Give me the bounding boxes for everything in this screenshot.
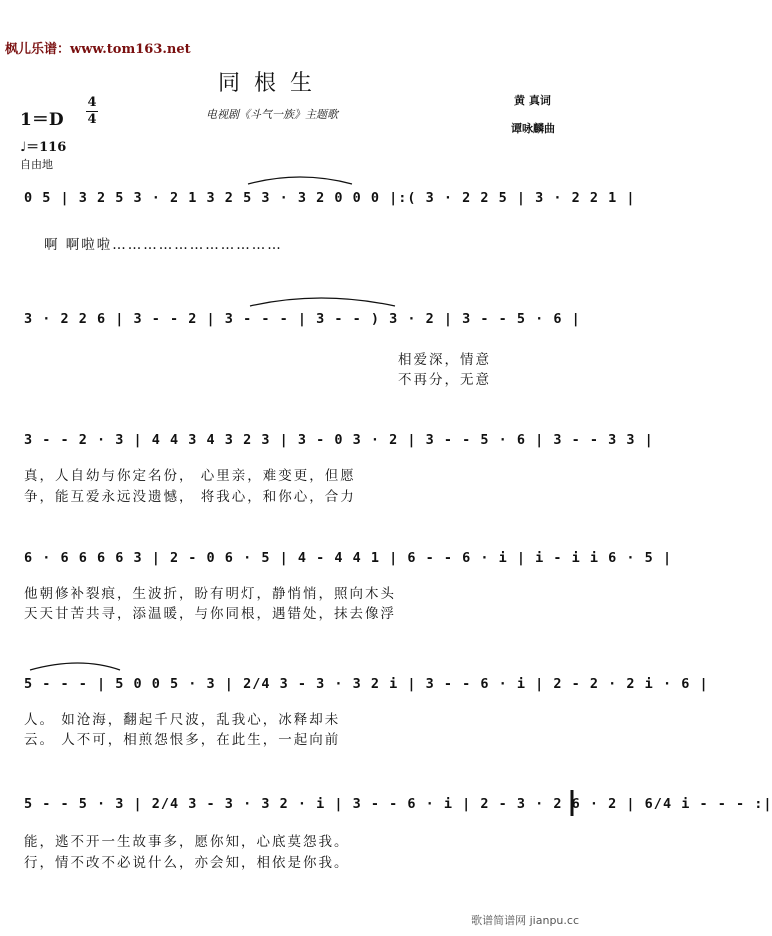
lyric-line-3-verse-2: 争，能互爱永远没遗憾， 将我心，和你心，合力 <box>24 489 356 505</box>
lyric-line-6-verse-1: 能，逃不开一生故事多，愿你知，心底莫怨我。 <box>24 834 350 850</box>
staff-line-6: 5 - - 5 · 3 | 2/4 3 - 3 · 3 2 · i | 3 - - 6 · i | 2 - 3 · 2 6 · 2 | 6/4 i - - - :| <box>24 796 772 812</box>
staff-line-1: 0 5 | 3 2 5 3 · 2 1 3 2 5 3 · 3 2 0 0 0 |:( 3 · 2 2 5 | 3 · 2 2 1 | <box>24 190 636 206</box>
lyricist-credit: 黄 真词 <box>514 94 551 107</box>
lyric-line-4-verse-2: 天天甘苦共寻，添温暖，与你同根，遇错处，抹去像浮 <box>24 606 396 622</box>
expression-marking: 自由地 <box>20 158 53 171</box>
slur-3 <box>30 663 120 670</box>
lyric-line-6-verse-2: 行，情不改不必说什么，亦会知，相依是你我。 <box>24 855 350 871</box>
staff-line-5: 5 - - - | 5 0 0 5 · 3 | 2/4 3 - 3 · 3 2 i | 3 - - 6 · i | 2 - 2 · 2 i · 6 | <box>24 676 709 692</box>
lyric-line-3-verse-1: 真，人自幼与你定名份， 心里亲，难变更，但愿 <box>24 468 356 484</box>
key-signature: 1＝D <box>20 110 64 130</box>
lyric-line-5-verse-2: 云。 人不可，相煎怨恨多，在此生，一起向前 <box>24 732 341 748</box>
lyric-line-5-verse-1: 人。 如沧海，翻起千尺波，乱我心，冰释却未 <box>24 712 341 728</box>
staff-line-4: 6 · 6 6 6 6 3 | 2 - 0 6 · 5 | 4 - 4 4 1 | 6 - - 6 · i | i - i i 6 · 5 | <box>24 550 673 566</box>
staff-line-3: 3 - - 2 · 3 | 4 4 3 4 3 2 3 | 3 - 0 3 · 2 | 3 - - 5 · 6 | 3 - - 3 3 | <box>24 432 654 448</box>
tempo-marking: ♩＝116 <box>20 140 67 155</box>
composer-credit: 谭咏麟曲 <box>511 122 555 135</box>
lyric-line-1-verse-1: 啊 啊啦啦…………………………… <box>44 237 283 253</box>
lyric-line-4-verse-1: 他朝修补裂痕，生波折，盼有明灯，静悄悄，照向木头 <box>24 586 396 602</box>
site-label[interactable]: 枫儿乐谱：www.tom163.net <box>5 42 191 57</box>
slur-1 <box>248 177 352 184</box>
time-signature-top: 4 <box>87 95 97 110</box>
time-signature-bottom: 4 <box>87 112 97 127</box>
song-title: 同根生 <box>218 71 327 96</box>
lyric-line-2-verse-2: 不再分，无意 <box>398 372 491 388</box>
slur-2 <box>250 298 395 306</box>
song-subtitle: 电视剧《斗气一族》主题歌 <box>206 108 338 121</box>
lyric-line-2-verse-1: 相爱深，情意 <box>398 352 491 368</box>
staff-line-2: 3 · 2 2 6 | 3 - - 2 | 3 - - - | 3 - - ) 3 · 2 | 3 - - 5 · 6 | <box>24 311 581 327</box>
watermark: 歌谱简谱网 jianpu.cc <box>471 914 579 927</box>
